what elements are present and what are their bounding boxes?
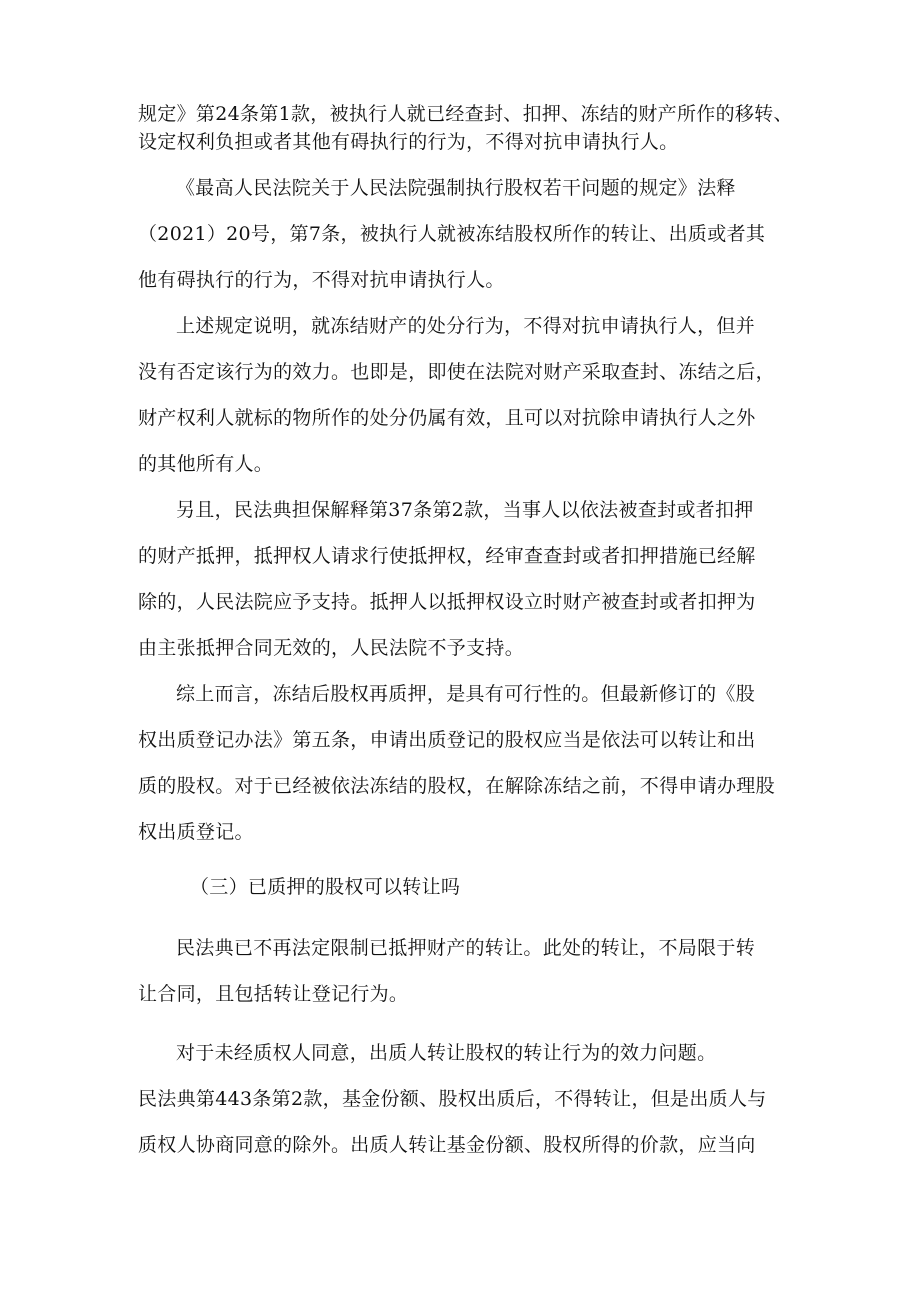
paragraph-start-line: 另且，民法典担保解释第37条第2款，当事人以依法被查封或者扣押 xyxy=(176,499,754,521)
section-heading: （三）已质押的股权可以转让吗 xyxy=(190,876,461,898)
text-line: 权出质登记办法》第五条，申请出质登记的股权应当是依法可以转让和出 xyxy=(138,729,756,751)
text-line: 他有碍执行的行为，不得对抗申请执行人。 xyxy=(138,269,505,291)
text-line: 规定》第24条第1款，被执行人就已经查封、扣押、冻结的财产所作的移转、 xyxy=(138,103,793,125)
text-line: 没有否定该行为的效力。也即是，即使在法院对财产采取查封、冻结之后， xyxy=(138,361,775,383)
paragraph-start-line: 上述规定说明，就冻结财产的处分行为，不得对抗申请执行人，但并 xyxy=(176,315,756,337)
paragraph-start-line: 《最高人民法院关于人民法院强制执行股权若干问题的规定》法释 xyxy=(176,177,736,199)
text-line: 由主张抵押合同无效的，人民法院不予支持。 xyxy=(138,637,525,659)
text-line: 质权人协商同意的除外。出质人转让基金份额、股权所得的价款，应当向 xyxy=(138,1134,756,1156)
text-line: 权出质登记。 xyxy=(138,821,254,843)
text-line: 的财产抵押，抵押权人请求行使抵押权，经审查查封或者扣押措施已经解 xyxy=(138,545,756,567)
paragraph-start-line: 综上而言，冻结后股权再质押，是具有可行性的。但最新修订的《股 xyxy=(176,683,756,705)
text-line: 民法典第443条第2款，基金份额、股权出质后，不得转让，但是出质人与 xyxy=(138,1088,767,1110)
text-line: 让合同，且包括转让登记行为。 xyxy=(138,983,409,1005)
text-line: 的其他所有人。 xyxy=(138,453,274,475)
text-line: 设定权利负担或者其他有碍执行的行为，不得对抗申请执行人。 xyxy=(138,131,679,153)
text-line: 财产权利人就标的物所作的处分仍属有效，且可以对抗除申请执行人之外 xyxy=(138,407,756,429)
text-line: 除的，人民法院应予支持。抵押人以抵押权设立时财产被查封或者扣押为 xyxy=(138,591,756,613)
text-line: （2021）20号，第7条，被执行人就被冻结股权所作的转让、出质或者其 xyxy=(138,223,766,245)
paragraph-start-line: 民法典已不再法定限制已抵押财产的转让。此处的转让，不局限于转 xyxy=(176,937,756,959)
paragraph-start-line: 对于未经质权人同意，出质人转让股权的转让行为的效力问题。 xyxy=(176,1042,717,1064)
text-line: 质的股权。对于已经被依法冻结的股权，在解除冻结之前，不得申请办理股 xyxy=(138,775,775,797)
